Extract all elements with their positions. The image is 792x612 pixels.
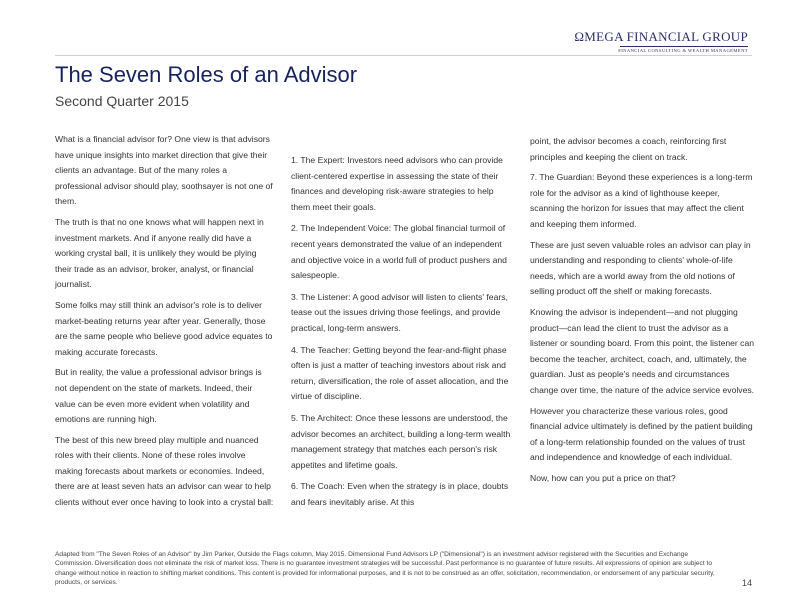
role-teacher: 4. The Teacher: Getting beyond the fear-and-flight phase often is just a matter of teaching investors about risk and return, diversification, the role of asset allocation, and the virtue of discipline. (291, 344, 509, 402)
paragraph: However you characterize these various roles, good financial advice ultimately is defined by the patient building of a long-term relationship founded on the values of trust and independence and knowledge of each individual. (530, 405, 753, 463)
column-2 (291, 153, 513, 516)
paragraph: The best of this new breed play multiple and nuanced roles with their clients. None of these roles involve making forecasts about markets or economies. Indeed, there are at least seven hats an advisor can wear to help clients without ever once having to look into a crystal ball: (55, 434, 274, 508)
page-title: The Seven Roles of an Advisor (55, 62, 358, 87)
logo-divider (620, 46, 748, 47)
role-independent-voice: 2. The Independent Voice: The global financial turmoil of recent years demonstrated the value of an independent and objective voice in a world full of product pushers and salespeople. (291, 223, 507, 281)
paragraph: But in reality, the value a professional advisor brings is not dependent on the state of markets. Indeed, their value can be even more evident when volatility and emotions are running high. (55, 367, 262, 425)
closing-question: Now, how can you put a price on that? (530, 472, 676, 483)
column-1 (55, 132, 275, 516)
company-logo (574, 30, 748, 54)
role-coach: 6. The Coach: Even when the strategy is in place, doubts and fears inevitably arise. At this (291, 481, 509, 507)
page-number: 14 (741, 578, 752, 588)
role-architect: 5. The Architect: Once these lessons are understood, the advisor becomes an architect, building a long-term wealth management strategy that matches each person's risk appetites and lifetime goals. (291, 412, 511, 470)
header-divider (55, 55, 752, 56)
paragraph: Some folks may still think an advisor's role is to deliver market-beating returns year after year. Generally, those are the same people who believe good advice equates to making accurate forecasts. (55, 299, 273, 357)
logo-name: ΩMEGA FINANCIAL GROUP (574, 29, 748, 44)
role-listener: 3. The Listener: A good advisor will listen to clients' fears, tease out the issues driving those feelings, and provide practical, long-term answers. (291, 291, 508, 333)
role-guardian: 7. The Guardian: Beyond these experiences is a long-term role for the advisor as a kind of lighthouse keeper, scanning the horizon for issues that may affect the client and keeping them informed. (530, 172, 753, 229)
paragraph: Knowing the advisor is independent—and not plugging product—can lead the client to trust the advisor as a listener or sounding board. From this point, the listener can become the teacher, architect, coach, and, ultimately, the guardian. Just as people's needs and circumstances change over time, the nature of the advice service evolves. (530, 306, 755, 395)
page-subtitle: Second Quarter 2015 (55, 93, 189, 109)
column-3 (530, 134, 755, 491)
paragraph: point, the advisor becomes a coach, reinforcing first principles and keeping the client on track. (530, 136, 727, 162)
disclosure-footer: Adapted from "The Seven Roles of an Advisor" by Jim Parker, Outside the Flags column, May 2015. Dimensional Fund Advisors LP ("Dimensional") is an investment advisor registered with the Securities and Exchange Commission. Diversification does not eliminate the risk of market loss. There is no guarantee investment strategies will be successful. Past performance is no guarantee of future results. All expressions of opinion are subject to change without notice in reaction to shifting market conditions. This content is provided for informational purposes, and it is not to be construed as an offer, solicitation, recommendation, or endorsement of any particular security, products, or services. (55, 551, 715, 587)
paragraph: These are just seven valuable roles an advisor can play in understanding and responding to clients' whole-of-life needs, which are a world away from the old notions of selling product off the shelf or making forecasts. (530, 239, 751, 297)
role-expert: 1. The Expert: Investors need advisors who can provide client-centered expertise in assessing the state of their finances and developing risk-aware strategies to help them meet their goals. (291, 155, 503, 212)
paragraph: What is a financial advisor for? One view is that advisors have unique insights into market direction that give their clients an advantage. But of the many roles a professional advisor should play, soothsayer is not one of them. (55, 134, 273, 207)
paragraph: The truth is that no one knows what will happen next in investment markets. And if anyone really did have a working crystal ball, it is unlikely they would be plying their trade as an advisor, broker, analyst, or financial journalist. (55, 216, 264, 290)
logo-tagline: FINANCIAL CONSULTING & WEALTH MANAGEMENT (618, 48, 748, 53)
